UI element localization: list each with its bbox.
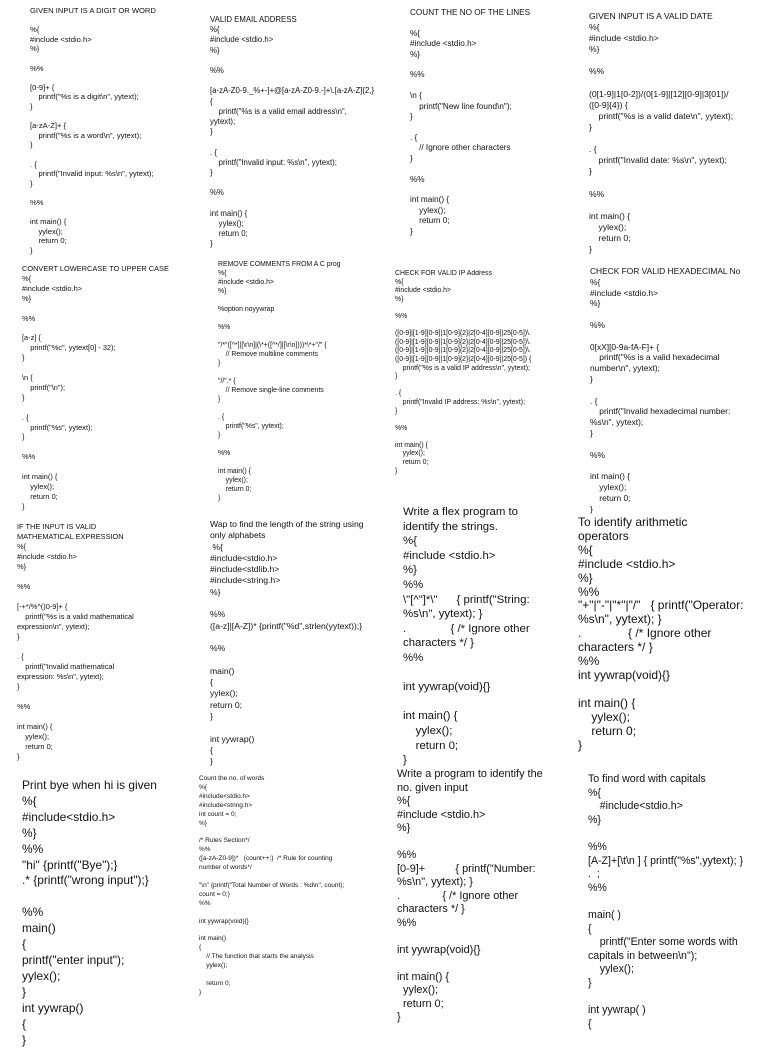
- code-body: %{ #include <stdio.h> %} %% [-+*/%^()0-9]+ { printf("%s is a valid mathematical expression\n", yytext); } . { printf("Invalid mathematical expression: %s\n", yytext); } %% int main() { yylex(); return 0; }: [17, 542, 134, 761]
- code-body: %{ #include <stdio.h> %} %% [a-zA-Z0-9._%+-]+@[a-zA-Z0-9.-]+\.[a-zA-Z]{2,} { printf("%s is a valid email address\n", yytext); } . { printf("Invalid input: %s\n", yytext); } %% int main() { yylex(); return 0; }: [210, 25, 375, 249]
- block-math-expression: [17, 522, 134, 762]
- block-title: IF THE INPUT IS VALID MATHEMATICAL EXPRESSION: [17, 522, 124, 541]
- block-count-words: [199, 775, 344, 998]
- code-body: %{ #include<stdio.h> #include<string.h> int count = 0; %} /* Rules Section*/ %% ([a-zA-Z0-9])* {count++;} /* Rule for counting number of words*/ "\n" {printf("Total Number of Words : %d\n", count); count = 0;} %% int yywrap(void){} int main() { // The function that starts the analysis yylex(); return 0; }: [199, 783, 345, 996]
- block-valid-hex: [590, 266, 740, 514]
- block-valid-email: [210, 15, 374, 250]
- block-title: Count the no. of words: [199, 775, 265, 782]
- block-valid-ip: [395, 270, 531, 476]
- block-identify-strings: [403, 505, 530, 768]
- block-identify-number: [397, 768, 543, 1025]
- block-title: To identify arithmetic operators: [578, 516, 688, 543]
- block-title: Write a flex program to identify the strings.: [403, 506, 519, 533]
- block-string-length: [210, 519, 364, 768]
- block-title: CHECK FOR VALID HEXADECIMAL No: [590, 266, 741, 276]
- block-title: Wap to find the length of the string using only alphabets: [210, 519, 364, 541]
- block-title: CONVERT LOWERCASE TO UPPER CASE: [22, 264, 169, 273]
- code-body: %{ #include <stdio.h> %} %% ([0-9]|[1-9][0-9]|1[0-9]{2}|2[0-4][0-9]|25[0-5])\. ([0-9]|[1-9][0-9]|1[0-9]{2}|2[0-4][0-9]|25[0-5])\. ([0-9]|[1-9][0-9]|1[0-9]{2}|2[0-4][0-9]|25[0-5])\. ([0-9]|[1-9][0-9]|1[0-9]{2}|2[0-4][0-9]|25[0-5]) { printf("%s is a valid IP address\n", yytext); } . { printf("Invalid IP address: %s\n", yytext); } %% int main() { yylex(); return 0; }: [395, 278, 532, 475]
- code-body: %{ #include <stdio.h> %} %% [0-9]+ { printf("%s is a digit\n", yytext); } [a-zA-Z]+ { printf("%s is a word\n", yytext); } . { printf("Invalid input: %s\n", yytext); } %% int main() { yylex(); return 0; }: [30, 25, 154, 255]
- block-title: GIVEN INPUT IS A DIGIT OR WORD: [30, 6, 156, 15]
- code-body: %{ #include <stdio.h> %} %% [a-z] { printf("%c", yytext[0] - 32); } \n { printf("\n"); } . { printf("%s", yytext); } %% int main() { yylex(); return 0; }: [22, 273, 116, 511]
- code-body: %{ #include <stdio.h> %} %% [0-9]+ { printf("Number: %s\n", yytext); } . { /* Ignore other characters */ } %% int yywrap(void){} int main() { yylex(); return 0; }: [397, 795, 536, 1023]
- code-body: %{ #include<stdio.h> %} %% "hi" {printf("Bye");} .* {printf("wrong input");} %% main() { printf("enter input"); yylex(); } int yywrap() { }: [22, 793, 149, 1047]
- code-body: %{ #include <stdio.h> %} %% 0[xX][0-9a-fA-F]+ { printf("%s is a valid hexadecimal number\n", yytext); } . { printf("Invalid hexadecimal number: %s\n", yytext); } %% int main() { yylex(); return 0; }: [590, 276, 731, 514]
- block-count-lines: [410, 8, 530, 237]
- block-remove-comments: [218, 260, 341, 503]
- block-title: VALID EMAIL ADDRESS: [210, 15, 297, 24]
- code-body: %{ #include <stdio.h> %} %% \"[^"]*\" { printf("String: %s\n", yytext); } . { /* Ignore other characters */ } %% int yywrap(void){} int main() { yylex(); return 0; }: [403, 535, 530, 767]
- block-valid-date: [589, 11, 733, 255]
- block-title: GIVEN INPUT IS A VALID DATE: [589, 11, 713, 21]
- code-body: %{ #include <stdio.h> %} %% (0[1-9]|1[0-2])/(0[1-9]|[12][0-9]|3[01])/ ([0-9]{4}) { printf("%s is a valid date\n", yytext); } . { printf("Invalid date: %s\n", yytext); } %% int main() { yylex(); return 0; }: [589, 22, 734, 254]
- block-title: REMOVE COMMENTS FROM A C prog: [218, 261, 341, 268]
- block-word-with-capitals: [588, 773, 743, 1031]
- block-title: To find word with capitals: [588, 773, 706, 785]
- block-lower-to-upper: [22, 264, 169, 512]
- block-bye-when-hi: [22, 778, 157, 1048]
- code-body: %{ #include <stdio.h> %} %% \n { printf("New line found\n"); } . { // Ignore other characters } %% int main() { yylex(); return 0; }: [410, 28, 512, 236]
- code-body: %{ #include<stdio.h> %} %% [A-Z]+[\t\n ] { printf("%s",yytext); } . ; %% main( ) { printf("Enter some words with capitals in between\n"); yylex(); } int yywrap( ) {: [588, 786, 743, 1030]
- block-arithmetic-operators: [578, 516, 743, 752]
- block-title: Print bye when hi is given: [22, 778, 157, 792]
- code-body: %{ #include <stdio.h> %} %option noyywrap %% "/*"([^*]|[\r\n]|(\*+([^*/]|[\r\n])))*\*+"/" { // Remove multiline comments } "//".* { // Remove single-line comments } . { printf("%s", yytext); } %% int main() { yylex(); return 0; }: [218, 270, 327, 502]
- code-body: %{ #include<stdio.h> #include<stdlib.h> #include<string.h> %} %% ([a-z]|[A-Z])* {printf("%d",strlen(yytext));} %% main() { yylex(); return 0; } int yywrap() { }: [210, 541, 363, 767]
- block-title: CHECK FOR VALID IP Address: [395, 270, 493, 277]
- block-digit-or-word: [30, 6, 156, 255]
- block-title: COUNT THE NO OF THE LINES: [410, 8, 531, 17]
- code-body: %{ #include <stdio.h> %} %% "+"|"-"|"*"|"/" { printf("Operator: %s\n", yytext); } . { /* Ignore other characters */ } %% int yywrap(void){} int main() { yylex(); return 0; }: [578, 542, 744, 752]
- block-title: Write a program to identify the no. given input: [397, 768, 543, 794]
